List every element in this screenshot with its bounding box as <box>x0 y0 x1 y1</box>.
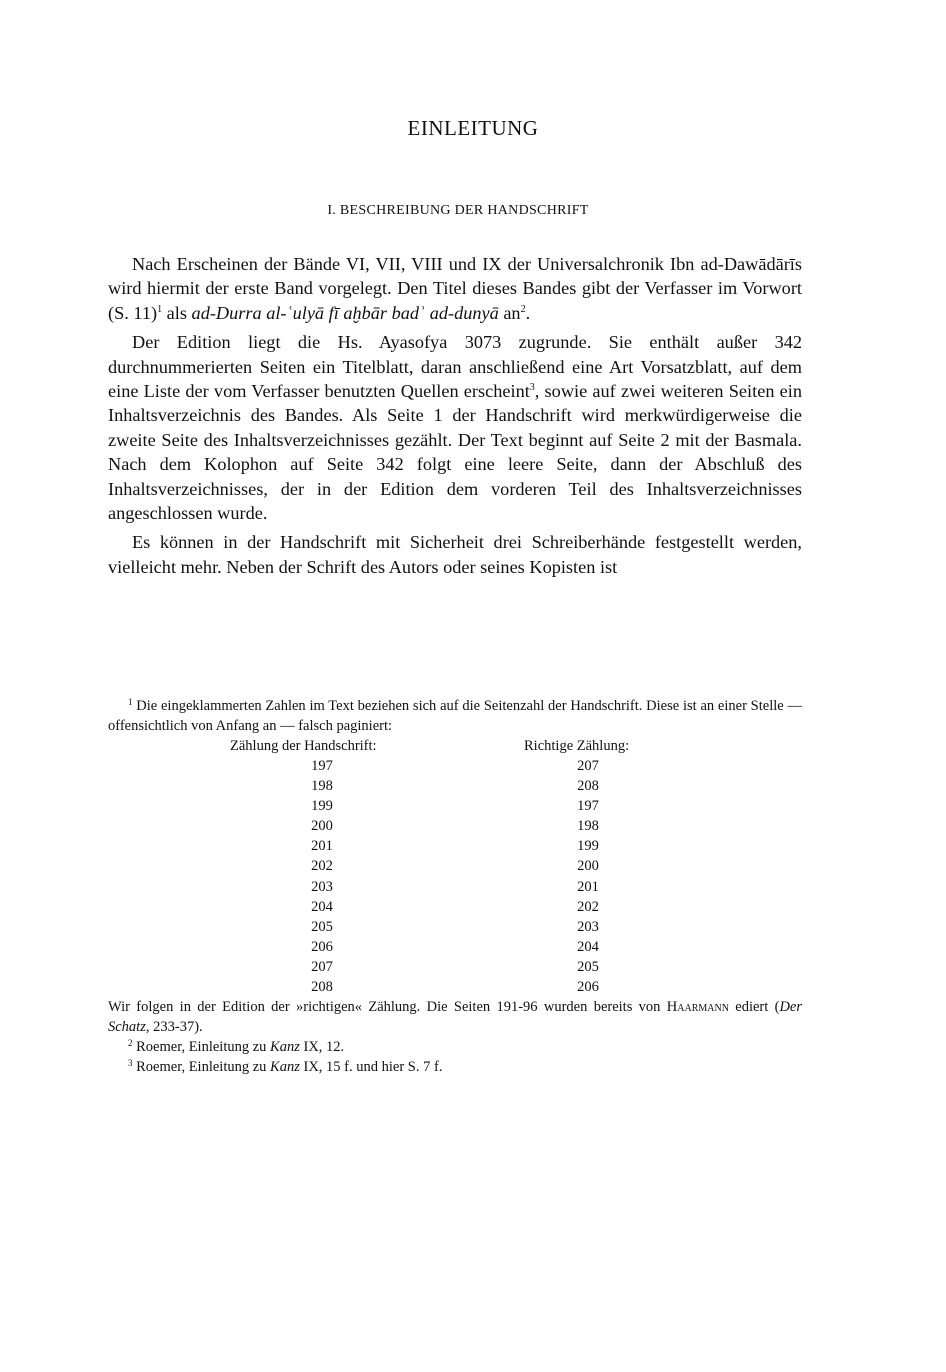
correct-page-number: 202 <box>577 898 599 915</box>
body-text <box>108 252 802 579</box>
table-row <box>108 836 802 856</box>
manuscript-page-number: 205 <box>311 918 333 935</box>
correct-page-number: 203 <box>577 918 599 935</box>
footnote-1: $^1$ Die eingeklammerten Zahlen im Text beziehen sich auf die Seitenzahl der Handschrift. Diese ist an einer Stelle — offensichtlich von Anfang an — falsch paginiert: <box>108 697 802 734</box>
column-header-manuscript: Zählung der Handschrift: <box>230 738 377 754</box>
table-row <box>108 877 802 897</box>
page-title: EINLEITUNG <box>407 116 539 140</box>
table-row <box>108 776 802 796</box>
correct-page-number: 208 <box>577 778 599 795</box>
manuscript-page-number: 197 <box>311 758 333 774</box>
footnote-ref-2[interactable]: 2 <box>520 303 526 315</box>
correct-page-number: 201 <box>577 878 599 895</box>
correct-page-number: 197 <box>577 798 599 815</box>
author-name: Haarmann <box>666 999 729 1016</box>
table-row <box>108 937 802 957</box>
section-title: I. BESCHREIBUNG DER HANDSCHRIFT <box>327 203 589 218</box>
correct-page-number: 204 <box>577 938 599 955</box>
manuscript-page-number: 208 <box>311 979 333 996</box>
correct-page-number: 200 <box>577 858 599 875</box>
manuscript-page-number: 204 <box>311 898 333 915</box>
manuscript-page-number: 199 <box>311 798 333 815</box>
manuscript-page-number: 203 <box>311 878 333 895</box>
pagination-table <box>108 756 802 997</box>
footnote-ref-1[interactable]: 1 <box>157 303 163 315</box>
table-row <box>108 816 802 836</box>
correct-page-number: 207 <box>577 758 599 774</box>
footnote-2: $^2$ Roemer, Einleitung zu Kanz IX, 12. <box>128 1038 345 1056</box>
table-row <box>108 796 802 816</box>
correct-page-number: 199 <box>577 838 599 855</box>
footnotes <box>108 696 802 1077</box>
work-title: ad-Durra al-ʿulyā fī aḫbār badʾ ad-dunyā <box>191 302 499 323</box>
table-row <box>108 897 802 917</box>
correct-page-number: 205 <box>577 958 599 975</box>
footnote-ref-3[interactable]: 3 <box>529 382 535 394</box>
paragraph-2: Der Edition liegt die Hs. Ayasofya 3073 zugrunde. Sie enthält außer 342 durchnummerierten Seiten ein Titelblatt, daran anschließend eine Art Vorsatzblatt, auf dem eine Liste der vom Verfasser benutzten Quellen erscheint$^3$, sowie auf zwei weiteren Seiten ein Inhaltsverzeichnis des Bandes. Als Seite 1 der Handschrift wird merkwürdigerweise die zweite Seite des Inhaltsverzeichnisses gezählt. Der Text beginnt auf Seite 2 mit der Basmala. Nach dem Kolophon auf Seite 342 folgt eine leere Seite, dann der Abschluß des Inhaltsverzeichnisses, der in der Edition dem vorderen Teil des Inhaltsverzeichnisses angeschlossen wurde. <box>108 332 802 524</box>
correct-page-number: 206 <box>577 979 599 996</box>
manuscript-page-number: 207 <box>311 958 333 975</box>
manuscript-page-number: 206 <box>311 938 333 955</box>
paragraph-1: Nach Erscheinen der Bände VI, VII, VIII und IX der Universalchronik Ibn ad-Dawādārīs wird hiermit der erste Band vorgelegt. Den Titel dieses Bandes gibt der Verfasser im Vorwort (S. 11)$^1$ als ad-Durra al-ʿulyā fī aḫbār badʾ ad-dunyā $an^2$. <box>108 254 802 323</box>
table-row <box>108 917 802 937</box>
column-header-correct: Richtige Zählung: <box>524 738 630 754</box>
manuscript-page-number: 200 <box>311 818 333 835</box>
correct-page-number: 198 <box>577 818 599 835</box>
table-row <box>108 957 802 977</box>
manuscript-page-number: 201 <box>311 838 333 855</box>
manuscript-page-number: 202 <box>311 858 333 875</box>
table-row <box>108 977 802 997</box>
table-row <box>108 756 802 776</box>
footnote-3: $^3$ Roemer, Einleitung zu Kanz IX, 15 f. und hier S. 7 f. <box>128 1058 443 1076</box>
footnote-1-outro: Wir folgen in der Edition der »richtigen« Zählung. Die Seiten 191-96 wurden bereits von Haarmann ediert (Der Schatz, 233-37). <box>108 999 802 1036</box>
pagination-table-header <box>108 736 802 756</box>
table-row <box>108 856 802 876</box>
paragraph-3: Es können in der Handschrift mit Sicherheit drei Schreiberhände festgestellt werden, vielleicht mehr. Neben der Schrift des Autors oder seines Kopisten ist <box>108 532 802 577</box>
manuscript-page-number: 198 <box>311 778 333 795</box>
